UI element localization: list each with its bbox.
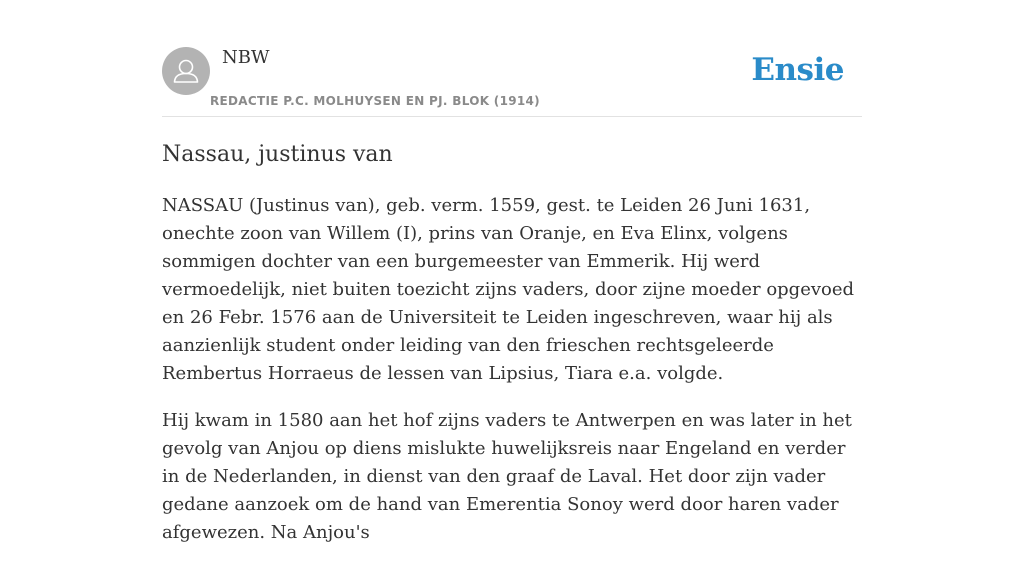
source-header [162, 46, 862, 117]
user-icon[interactable] [162, 47, 210, 95]
paragraph: Hij kwam in 1580 aan het hof zijns vaders te Antwerpen en was later in het gevolg van Anjou op diens mislukte huwelijksreis naar Engeland en verder in de Nederlanden, in dienst van den graaf de Laval. Het door zijn vader gedane aanzoek om de hand van Emerentia Sonoy werd door haren vader afgewezen. Na Anjou's [162, 410, 852, 543]
article-title: Nassau, justinus van [162, 142, 393, 167]
brand-logo[interactable]: Ensie [751, 52, 844, 88]
source-name[interactable]: NBW [222, 47, 270, 68]
source-subtitle: REDACTIE P.C. MOLHUYSEN EN PJ. BLOK (1914) [210, 94, 540, 108]
article-body [162, 192, 862, 566]
avatar-silhouette [162, 47, 210, 95]
paragraph: NASSAU (Justinus van), geb. verm. 1559, gest. te Leiden 26 Juni 1631, onechte zoon van Willem (I), prins van Oranje, en Eva Elinx, volgens sommigen dochter van een burgemeester van Emmerik. Hij werd vermoedelijk, niet buiten toezicht zijns vaders, door zijne moeder opgevoed en 26 Febr. 1576 aan de Universiteit te Leiden ingeschreven, waar hij als aanzienlijk student onder leiding van den frieschen rechtsgeleerde Rembertus Horraeus de lessen van Lipsius, Tiara e.a. volgde. [162, 195, 855, 384]
